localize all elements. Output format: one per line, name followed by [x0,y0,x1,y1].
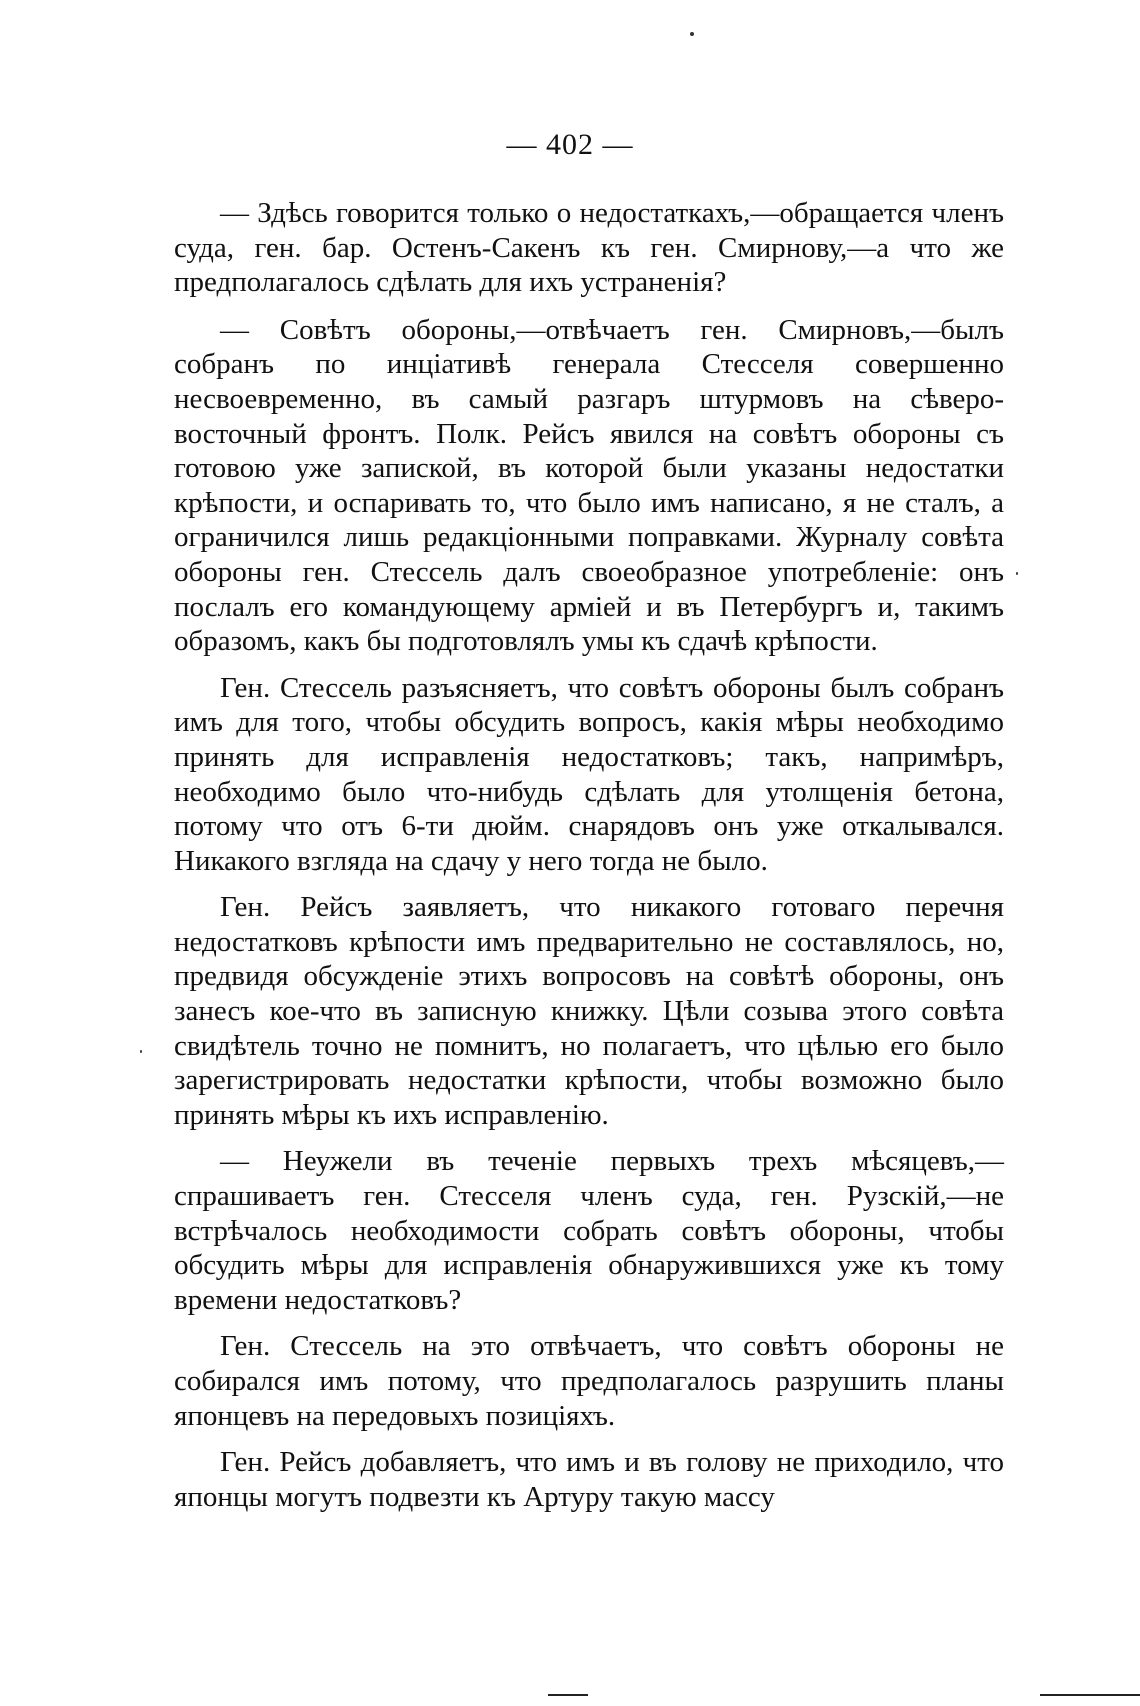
paragraph-5: — Неужели въ теченіе первыхъ трехъ мѣсяцевъ,—спрашиваетъ ген. Стесселя членъ суда, ген. Рузскій,—не встрѣчалось необходимости собрать совѣтъ обороны, чтобы обсудить мѣры для исправленія обнаружившихся уже къ тому времени недостатковъ? [174,1145,1004,1316]
paragraph-2: — Совѣтъ обороны,—отвѣчаетъ ген. Смирновъ,—былъ собранъ по инціативѣ генерала Стесселя совершенно несвоевременно, въ самый разгаръ штурмовъ на сѣверо-восточный фронтъ. Полк. Рейсъ явился на совѣтъ обороны съ готовою уже запиской, въ которой были указаны недостатки крѣпости, и оспаривать то, что было имъ написано, я не сталъ, а ограничился лишь редакціонными поправками. Журналу совѣта обороны ген. Стессель далъ своеобразное употребленіе: онъ послалъ его командующему арміей и въ Петербургъ и, такимъ образомъ, какъ бы подготовлялъ умы къ сдачѣ крѣпости. [174,313,1004,658]
scan-smudge-bottom-right [1040,1694,1140,1696]
paragraph-1: — Здѣсь говорится только о недостаткахъ,—обращается членъ суда, ген. бар. Остенъ-Сакенъ къ ген. Смирнову,—а что же предполагалось сдѣлать для ихъ устраненія? [174,197,1004,299]
paragraph-6: Ген. Стессель на это отвѣчаетъ, что совѣтъ обороны не собирался имъ потому, что предполагалось разрушить планы японцевъ на передовыхъ позиціяхъ. [174,1330,1004,1432]
paragraph-7: Ген. Рейсъ добавляетъ, что имъ и въ голову не приходило, что японцы могутъ подвезти къ Артуру такую массу [174,1446,1004,1513]
scan-speck-left [140,1050,142,1053]
scan-speck-top [690,32,694,36]
scan-smudge-bottom-center [548,1694,588,1696]
body-text [174,196,1004,1526]
paragraph-4: Ген. Рейсъ заявляетъ, что никакого готоваго перечня недостатковъ крѣпости имъ предварительно не составлялось, но, предвидя обсужденіе этихъ вопросовъ на совѣтѣ обороны, онъ занесъ кое-что въ записную книжку. Цѣли созыва этого совѣта свидѣтель точно не помнитъ, но полагаетъ, что цѣлью его было зарегистрировать недостатки крѣпости, чтобы возможно было принять мѣры къ ихъ исправленію. [174,891,1004,1131]
scan-speck-right [1016,572,1018,575]
paragraph-3: Ген. Стессель разъясняетъ, что совѣтъ обороны былъ собранъ имъ для того, чтобы обсудить вопросъ, какія мѣры необходимо принять для исправленія недостатковъ; такъ, напримѣръ, необходимо было что-нибудь сдѣлать для утолщенія бетона, потому что отъ 6-ти дюйм. снарядовъ онъ уже откалывался. Никакого взгляда на сдачу у него тогда не было. [174,671,1004,877]
page-number: — 402 — [506,128,634,161]
